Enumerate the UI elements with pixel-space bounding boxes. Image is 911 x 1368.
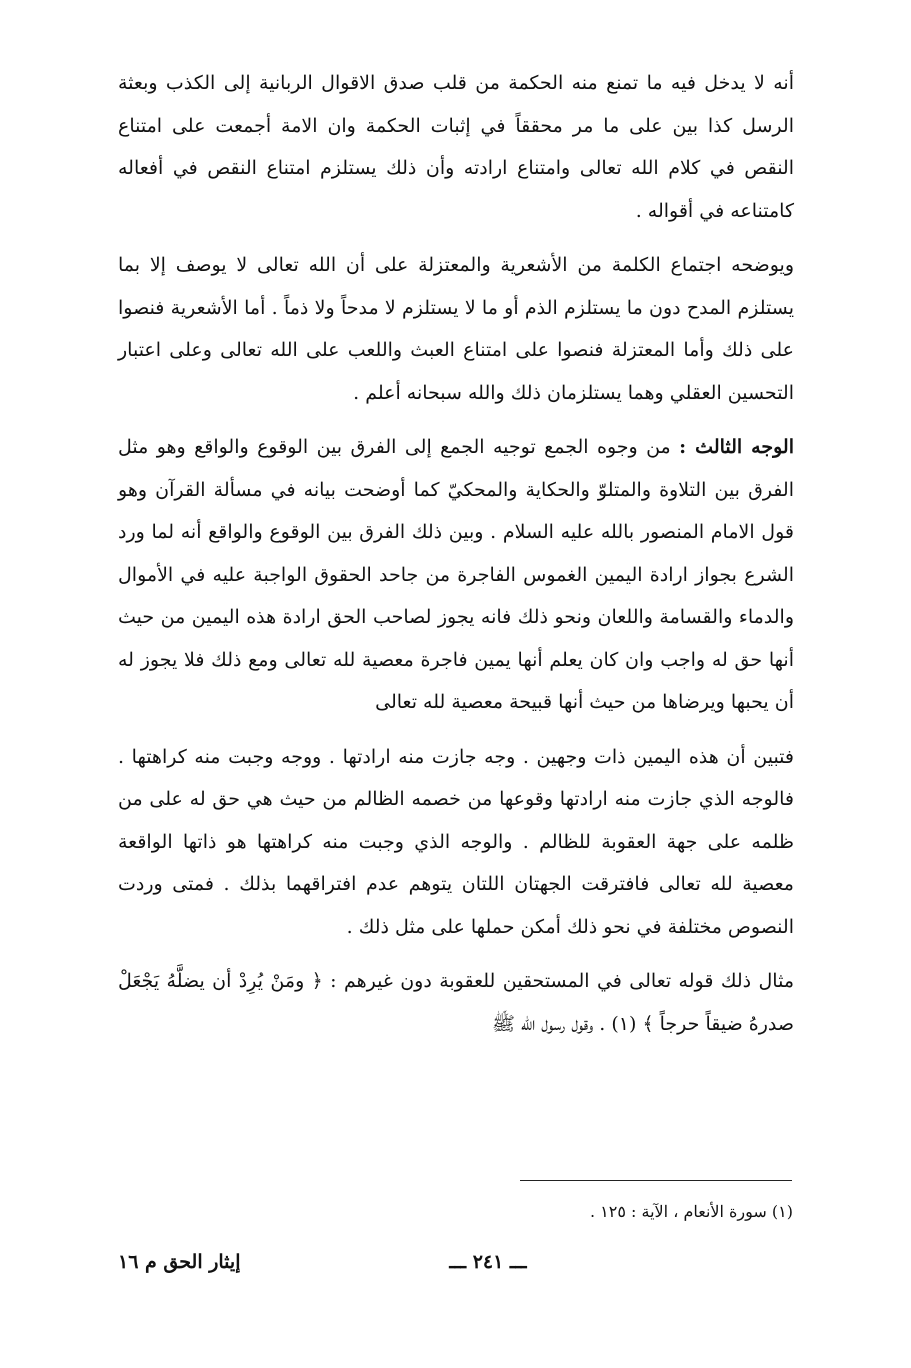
footnote-separator	[520, 1180, 792, 1181]
paragraph-3	[118, 426, 794, 724]
paragraph-5-text: مثال ذلك قوله تعالى في المستحقين للعقوبة دون غيرهم : ﴿ ومَنْ يُرِدْ أن يضلَّهُ يَجْعَلْ صدرهُ ضيقاً حرجاً ﴾ (١) . وقول رسول الله ﷺ	[118, 970, 794, 1035]
paragraph-3-lead: الوجه الثالث :	[679, 436, 794, 458]
page-number: ـــ ٢٤١ ـــ	[449, 1251, 527, 1273]
paragraph-2-text: ويوضحه اجتماع الكلمة من الأشعرية والمعتزلة على أن الله تعالى لا يوصف إلا بما يستلزم المدح دون ما يستلزم الذم أو ما لا يستلزم لا مدحاً ولا ذماً . أما الأشعرية فنصوا على ذلك وأما المعتزلة فنصوا على امتناع العبث واللعب على الله تعالى وعلى اعتبار التحسين العقلي وهما يستلزمان ذلك والله سبحانه أعلم .	[118, 254, 794, 404]
page-body	[118, 62, 794, 1057]
paragraph-4-text: فتبين أن هذه اليمين ذات وجهين . وجه جازت منه ارادتها . ووجه وجبت منه كراهتها . فالوجه الذي جازت منه ارادتها وقوعها من خصمه الظالم من حيث هي حق له على من ظلمه على جهة العقوبة للظالم . والوجه الذي وجبت منه كراهتها هو ذاتها الواقعة معصية لله تعالى فافترقت الجهتان اللتان يتوهم عدم افتراقهما بذلك . فمتى وردت النصوص مختلفة في نحو ذلك أمكن حملها على مثل ذلك .	[118, 745, 794, 938]
page-footer	[118, 1242, 794, 1282]
paragraph-1-text: أنه لا يدخل فيه ما تمنع منه الحكمة من قلب صدق الاقوال الربانية إلى الكذب وبعثة الرسل كذا بين على ما مر محققاً في إثبات الحكمة وان الامة أجمعت على امتناع النقص في كلام الله تعالى وامتناع ارادته وأن ذلك يستلزم امتناع النقص في أفعاله كامتناعه في أقواله .	[118, 72, 794, 222]
paragraph-4	[118, 736, 794, 949]
paragraph-1	[118, 62, 794, 232]
paragraph-2	[118, 244, 794, 414]
book-title: إيثار الحق م ١٦	[118, 1251, 241, 1273]
paragraph-3-text: من وجوه الجمع توجيه الجمع إلى الفرق بين الوقوع والواقع وهو مثل الفرق بين التلاوة والمتلوّ والحكاية والمحكيّ كما أوضحت بيانه في مسألة القرآن وهو قول الامام المنصور بالله عليه السلام . وبين ذلك الفرق بين الوقوع والواقع أنه لما ورد الشرع بجواز ارادة اليمين الغموس الفاجرة من جاحد الحقوق الواجبة عليه في الأموال والدماء والقسامة واللعان ونحو ذلك فانه يجوز لصاحب الحق ارادة هذه اليمين من حيث أنها حق له واجب وان كان يعلم أنها يمين فاجرة معصية لله تعالى ومع ذلك فلا يجوز له أن يحبها ويرضاها من حيث أنها قبيحة معصية لله تعالى	[118, 436, 794, 713]
paragraph-5	[118, 960, 794, 1045]
footnote: (١) سورة الأنعام ، الآية : ١٢٥ .	[589, 1202, 793, 1221]
